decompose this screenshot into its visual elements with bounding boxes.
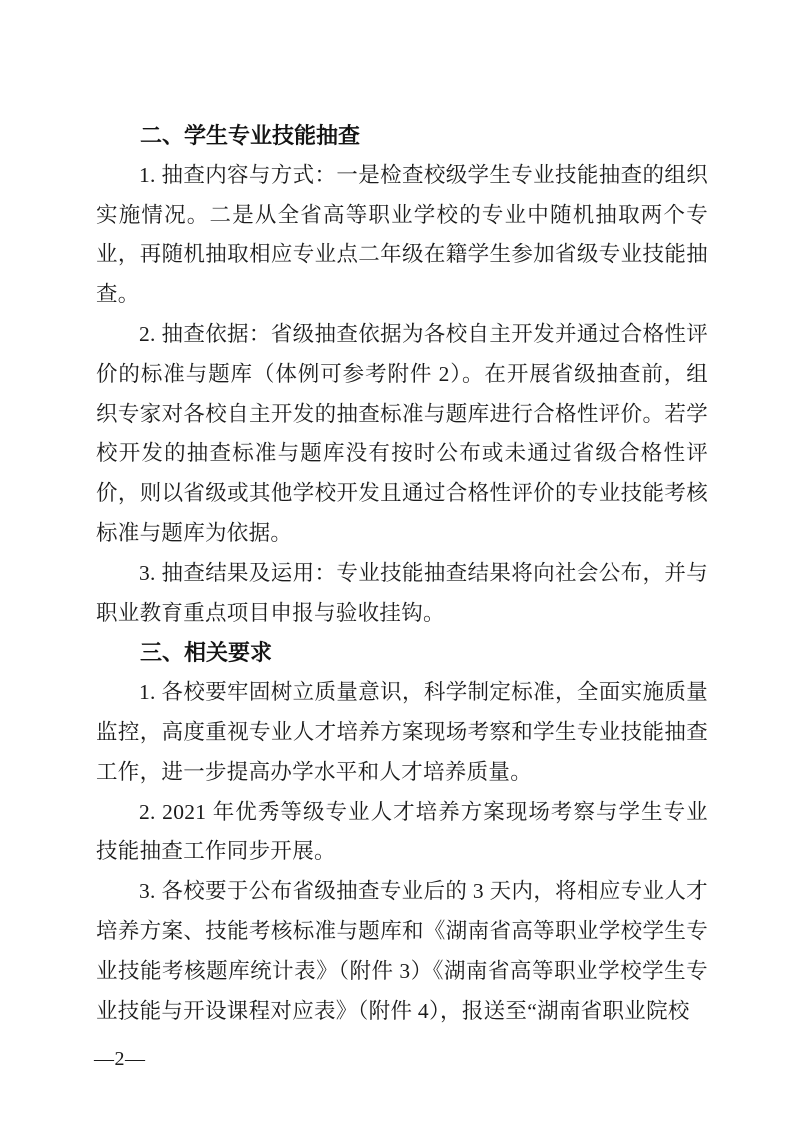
- document-body: [96, 116, 708, 1031]
- paragraph-sampling-content-method: 1. 抽查内容与方式：一是检查校级学生专业技能抽查的组织实施情况。二是从全省高等职业学校的专业中随机抽取两个专业，再随机抽取相应专业点二年级在籍学生参加省级专业技能抽查。: [96, 162, 708, 307]
- section-heading-skill-sampling: 二、学生专业技能抽查: [140, 123, 361, 148]
- paragraph-sampling-results: 3. 抽查结果及运用：专业技能抽查结果将向社会公布，并与职业教育重点项目申报与验收挂钩。: [96, 560, 708, 625]
- paragraph-sampling-basis: 2. 抽查依据：省级抽查依据为各校自主开发并通过合格性评价的标准与题库（体例可参考附件 2）。在开展省级抽查前，组织专家对各校自主开发的抽查标准与题库进行合格性评价。若学校开发的抽查标准与题库没有按时公布或未通过省级合格性评价，则以省级或其他学校开发且通过合格性评价的专业技能考核标准与题库为依据。: [96, 321, 708, 545]
- paragraph-requirement-quality: 1. 各校要牢固树立质量意识，科学制定标准，全面实施质量监控，高度重视专业人才培养方案现场考察和学生专业技能抽查工作，进一步提高办学水平和人才培养质量。: [96, 680, 708, 784]
- paragraph-requirement-2021-sync: 2. 2021 年优秀等级专业人才培养方案现场考察与学生专业技能抽查工作同步开展。: [96, 799, 708, 864]
- paragraph-requirement-submission: 3. 各校要于公布省级抽查专业后的 3 天内，将相应专业人才培养方案、技能考核标准与题库和《湖南省高等职业学校学生专业技能考核题库统计表》（附件 3）《湖南省高等职业学校学生专业技能与开设课程对应表》（附件 4），报送至“湖南省职业院校: [96, 879, 708, 1023]
- page-number: —2—: [94, 1048, 146, 1070]
- section-heading-related-requirements: 三、相关要求: [140, 640, 273, 666]
